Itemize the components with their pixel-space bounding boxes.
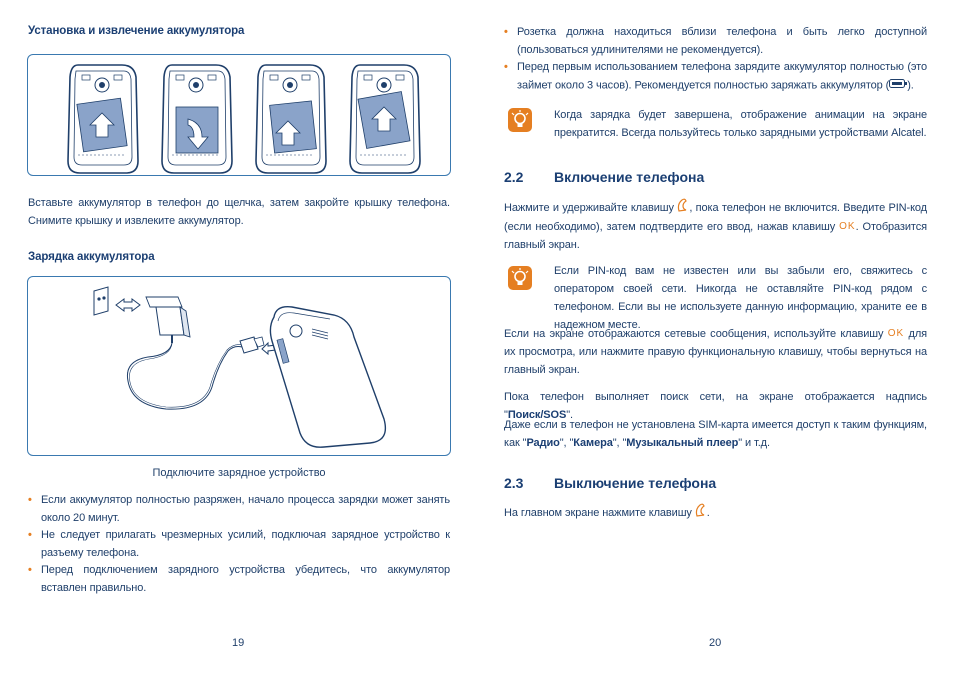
battery-icon [889,77,907,95]
list-item: • Не следует прилагать чрезмерных усилий, подключая зарядное устройство к разъему телефона. [28,529,450,559]
tip-lightbulb-icon [508,266,532,290]
phone-battery-step-icon [350,65,420,173]
list-item: • Перед подключением зарядного устройства убедитесь, что аккумулятор вставлен правильно. [28,564,450,594]
power-on-text: Нажмите и удерживайте клавишу , пока телефон не включится. Введите PIN-код (если необходимо), затем подтвердите его ввод, нажав клавишу OK. Отобразится главный экран. [504,198,927,254]
install-heading: Установка и извлечение аккумулятора [28,25,245,37]
charger-plug-icon [146,297,190,343]
section-heading-power-on: 2.2 Включение телефона [504,169,705,185]
right-page [477,0,954,678]
tip-charging-complete: Когда зарядка будет завершена, отображение анимации на экране прекратится. Всегда пользуйтесь только зарядными устройствами Alcatel. [554,109,927,139]
charging-heading: Зарядка аккумулятора [28,251,155,263]
no-sim-text: Даже если в телефон не установлена SIM-карта имеется доступ к таким функциям, как "Радио", "Камера", "Музыкальный плеер" и т.д. [504,419,927,449]
power-key-icon [677,198,689,218]
charger-caption: Подключите зарядное устройство [152,467,326,479]
battery-install-steps [28,55,452,177]
power-off-text: На главном экране нажмите клавишу . [504,503,927,523]
phone-battery-step-icon [162,65,232,173]
socket-bullets [504,24,927,95]
list-item: • Перед первым использованием телефона зарядите аккумулятор полностью (это займет около 3 часов). Рекомендуется полностью заряжать аккумулятор ( ). [504,59,927,95]
tip-lightbulb-icon [508,108,532,132]
charger-figure [27,276,451,456]
network-messages-text: Если на экране отображаются сетевые сообщения, используйте клавишу OK для их просмотра, или нажмите правую функциональную клавишу, чтобы вернуться на главный экран. [504,325,927,379]
ok-key-icon: OK [887,328,905,340]
tip-pin-code: Если PIN-код вам не известен или вы забыли его, свяжитесь с оператором своей сети. Никогда не оставляйте PIN-код рядом с телефоном. Если вы не используете данную информацию, храните ее в надежном месте. [554,265,927,331]
charging-bullets [28,492,450,598]
phone-battery-step-icon [68,65,138,173]
phone-back-icon [270,307,385,448]
ok-key-icon: OK [839,221,856,233]
list-item: • Розетка должна находиться вблизи телефона и быть легко доступной (пользоваться удлинителями не рекомендуется). [504,26,927,56]
charger-illustration [28,277,452,457]
section-heading-power-off: 2.3 Выключение телефона [504,475,717,491]
install-text: Вставьте аккумулятор в телефон до щелчка, затем закройте крышку телефона. Снимите крышку и извлеките аккумулятор. [28,197,450,227]
phone-battery-step-icon [256,65,326,173]
list-item: • Если аккумулятор полностью разряжен, начало процесса зарядки может занять около 20 минут. [28,494,450,524]
wall-socket-icon [94,287,108,315]
page-number-left: 19 [232,637,245,649]
battery-install-figure [27,54,451,176]
power-key-icon [695,503,707,523]
page-number-right: 20 [709,637,722,649]
network-search-text: Пока телефон выполняет поиск сети, на экране отображается надпись "Поиск/SOS". [504,391,927,421]
